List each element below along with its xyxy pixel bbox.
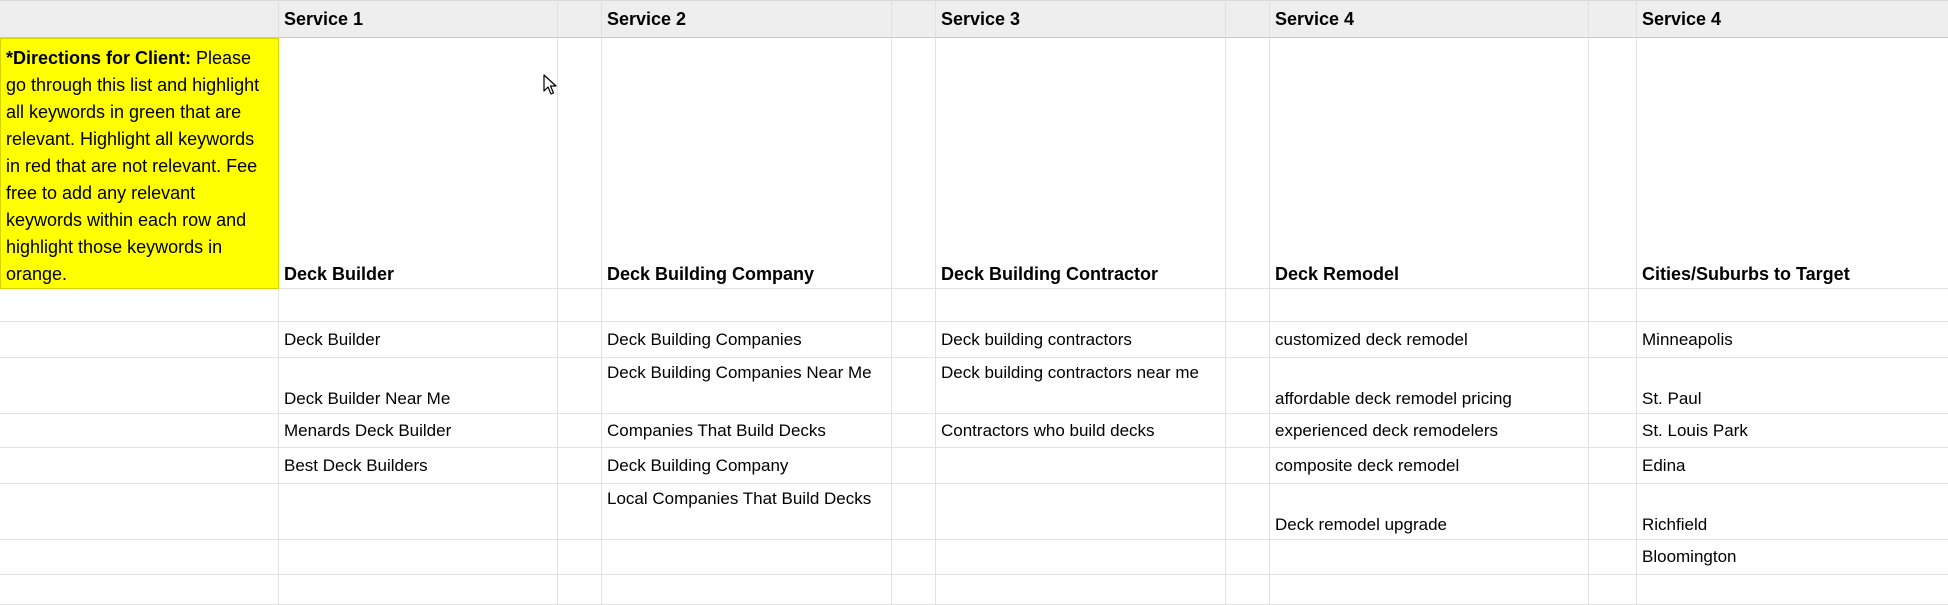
cell-spacer[interactable] — [1589, 289, 1637, 322]
keyword-cell[interactable] — [279, 484, 558, 540]
keyword-cell[interactable]: Contractors who build decks — [936, 414, 1226, 448]
keyword-cell[interactable]: Deck Building Companies — [602, 322, 892, 358]
cell-a1[interactable] — [0, 0, 279, 38]
cell-spacer[interactable] — [892, 448, 936, 484]
keyword-cell[interactable]: Companies That Build Decks — [602, 414, 892, 448]
cell-spacer[interactable] — [892, 38, 936, 289]
cell-empty[interactable] — [279, 289, 558, 322]
cell-empty[interactable] — [1270, 575, 1589, 605]
cell-spacer[interactable] — [558, 575, 602, 605]
keyword-cell[interactable]: Deck building contractors — [936, 322, 1226, 358]
keyword-cell[interactable]: Bloomington — [1637, 540, 1948, 575]
keyword-cell[interactable]: Richfield — [1637, 484, 1948, 540]
cell-empty[interactable] — [1270, 289, 1589, 322]
keyword-cell[interactable]: Deck building contractors near me — [936, 358, 1226, 414]
keyword-cell[interactable]: St. Paul — [1637, 358, 1948, 414]
header-service-1[interactable]: Service 1 — [279, 0, 558, 38]
keyword-cell[interactable]: affordable deck remodel pricing — [1270, 358, 1589, 414]
directions-label: *Directions for Client: — [6, 48, 192, 68]
keyword-cell[interactable]: Deck Building Company — [602, 448, 892, 484]
cell-spacer[interactable] — [558, 358, 602, 414]
cell-empty[interactable] — [1637, 289, 1948, 322]
cell-spacer[interactable] — [892, 575, 936, 605]
cell-empty[interactable] — [0, 289, 279, 322]
cell-spacer[interactable] — [892, 289, 936, 322]
cell-empty[interactable] — [0, 540, 279, 575]
cell-spacer[interactable] — [1589, 575, 1637, 605]
cell-spacer[interactable] — [1226, 322, 1270, 358]
cell-empty[interactable] — [0, 448, 279, 484]
column-title[interactable]: Deck Builder — [279, 38, 558, 289]
column-title[interactable]: Deck Remodel — [1270, 38, 1589, 289]
keyword-cell[interactable]: St. Louis Park — [1637, 414, 1948, 448]
column-title[interactable]: Cities/Suburbs to Target — [1637, 38, 1948, 289]
cell-spacer[interactable] — [558, 414, 602, 448]
cell-spacer[interactable] — [1589, 358, 1637, 414]
cell-spacer[interactable] — [892, 414, 936, 448]
cell-spacer[interactable] — [1226, 540, 1270, 575]
keyword-cell[interactable] — [279, 540, 558, 575]
keyword-cell[interactable]: Minneapolis — [1637, 322, 1948, 358]
cell-spacer[interactable] — [1589, 414, 1637, 448]
keyword-cell[interactable] — [936, 484, 1226, 540]
cell-spacer[interactable] — [558, 289, 602, 322]
cell-spacer[interactable] — [1226, 358, 1270, 414]
keyword-cell[interactable]: Edina — [1637, 448, 1948, 484]
mouse-cursor-icon — [543, 74, 557, 96]
keyword-cell[interactable] — [936, 448, 1226, 484]
cell-empty[interactable] — [0, 322, 279, 358]
column-title[interactable]: Deck Building Contractor — [936, 38, 1226, 289]
cell-spacer[interactable] — [1226, 0, 1270, 38]
header-service-4[interactable]: Service 4 — [1270, 0, 1589, 38]
cell-empty[interactable] — [0, 484, 279, 540]
keyword-cell[interactable]: customized deck remodel — [1270, 322, 1589, 358]
cell-spacer[interactable] — [1226, 575, 1270, 605]
cell-spacer[interactable] — [1589, 38, 1637, 289]
cell-spacer[interactable] — [558, 38, 602, 289]
cell-empty[interactable] — [0, 358, 279, 414]
cell-spacer[interactable] — [558, 322, 602, 358]
keyword-cell[interactable]: Menards Deck Builder — [279, 414, 558, 448]
cell-spacer[interactable] — [892, 358, 936, 414]
cell-empty[interactable] — [279, 575, 558, 605]
cell-spacer[interactable] — [892, 484, 936, 540]
cell-empty[interactable] — [936, 575, 1226, 605]
keyword-cell[interactable]: Deck Building Companies Near Me — [602, 358, 892, 414]
header-service-5[interactable]: Service 4 — [1637, 0, 1948, 38]
cell-spacer[interactable] — [892, 540, 936, 575]
keyword-cell[interactable] — [1270, 540, 1589, 575]
cell-spacer[interactable] — [558, 484, 602, 540]
keyword-cell[interactable]: Local Companies That Build Decks — [602, 484, 892, 540]
keyword-cell[interactable]: Deck Builder Near Me — [279, 358, 558, 414]
cell-spacer[interactable] — [558, 0, 602, 38]
keyword-cell[interactable] — [602, 540, 892, 575]
cell-empty[interactable] — [936, 289, 1226, 322]
cell-empty[interactable] — [1637, 575, 1948, 605]
header-service-2[interactable]: Service 2 — [602, 0, 892, 38]
cell-spacer[interactable] — [892, 0, 936, 38]
cell-spacer[interactable] — [1589, 484, 1637, 540]
keyword-cell[interactable]: experienced deck remodelers — [1270, 414, 1589, 448]
cell-spacer[interactable] — [892, 322, 936, 358]
cell-spacer[interactable] — [1226, 414, 1270, 448]
cell-spacer[interactable] — [1589, 0, 1637, 38]
keyword-cell[interactable] — [936, 540, 1226, 575]
cell-empty[interactable] — [602, 575, 892, 605]
cell-spacer[interactable] — [558, 448, 602, 484]
directions-note[interactable] — [0, 38, 279, 289]
cell-spacer[interactable] — [1589, 448, 1637, 484]
cell-spacer[interactable] — [1226, 289, 1270, 322]
cell-spacer[interactable] — [1589, 540, 1637, 575]
cell-spacer[interactable] — [1589, 322, 1637, 358]
cell-empty[interactable] — [0, 575, 279, 605]
keyword-cell[interactable]: Deck remodel upgrade — [1270, 484, 1589, 540]
keyword-cell[interactable]: Best Deck Builders — [279, 448, 558, 484]
cell-spacer[interactable] — [558, 540, 602, 575]
column-title[interactable]: Deck Building Company — [602, 38, 892, 289]
keyword-cell[interactable]: Deck Builder — [279, 322, 558, 358]
directions-text: Please go through this list and highlight all keywords in green that are relevant. Highlight all keywords in red that are not relevant. Fee free to add any relevant keywords within each row and highlight those keywords in orange. — [6, 48, 260, 284]
cell-empty[interactable] — [0, 414, 279, 448]
keyword-cell[interactable]: composite deck remodel — [1270, 448, 1589, 484]
cell-spacer[interactable] — [1226, 484, 1270, 540]
cell-spacer[interactable] — [1226, 448, 1270, 484]
cell-spacer[interactable] — [1226, 38, 1270, 289]
cell-empty[interactable] — [602, 289, 892, 322]
header-service-3[interactable]: Service 3 — [936, 0, 1226, 38]
